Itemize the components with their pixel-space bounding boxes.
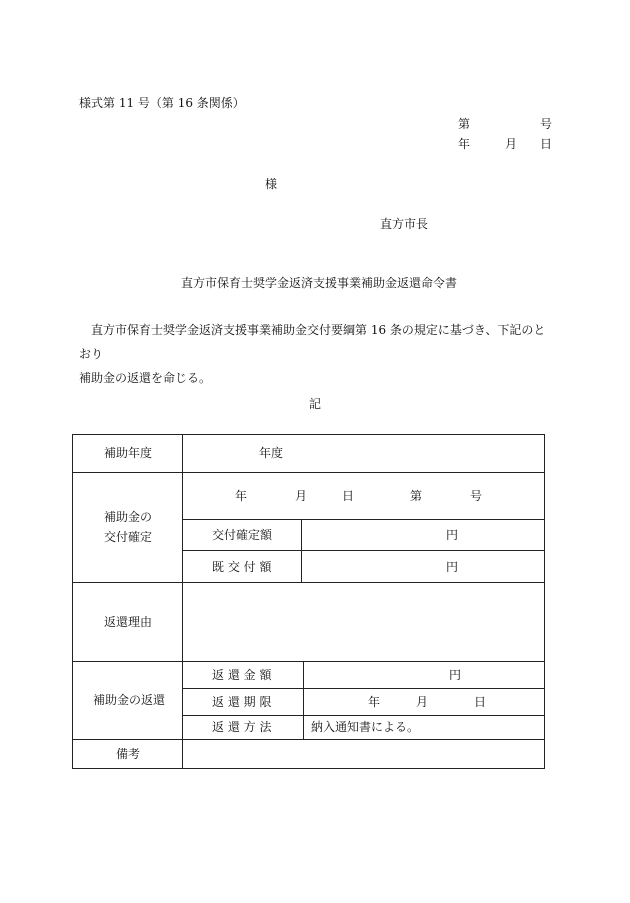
table-rule (182, 715, 545, 716)
issuer-name: 直方市長 (380, 217, 429, 231)
deadline-year: 年 (368, 695, 381, 709)
return-method-value: 納入通知書による。 (311, 720, 420, 734)
body-line-1: 直方市保育士奨学金返済支援事業補助金交付要綱第 16 条の規定に基づき、下記のとおり (79, 323, 546, 361)
date-month: 月 (505, 137, 518, 151)
date-year: 年 (458, 137, 471, 151)
return-deadline-label: 返 還 期 限 (212, 695, 272, 709)
confirmed-amount-label: 交付確定額 (212, 528, 273, 542)
table-rule (72, 739, 545, 740)
confirm-year: 年 (235, 489, 248, 503)
paid-amount-unit: 円 (446, 560, 459, 574)
table-rule (72, 472, 545, 473)
table-border-left (72, 434, 73, 769)
body-line-2: 補助金の返還を命じる。 (79, 371, 212, 385)
return-label: 補助金の返還 (93, 693, 166, 707)
deadline-day: 日 (474, 695, 487, 709)
table-subdivider (303, 661, 304, 740)
remarks-label: 備考 (116, 747, 141, 761)
paid-amount-label: 既 交 付 額 (212, 560, 272, 574)
date-day: 日 (540, 137, 553, 151)
return-method-label: 返 還 方 法 (212, 720, 272, 734)
doc-no-suffix: 号 (540, 117, 553, 131)
confirm-label-line2: 交付確定 (104, 530, 153, 544)
table-border-bottom (72, 768, 545, 769)
return-amount-label: 返 還 金 額 (212, 668, 272, 682)
table-subdivider (301, 519, 302, 583)
table-rule (72, 582, 545, 583)
confirm-no-prefix: 第 (410, 489, 423, 503)
table-border-top (72, 434, 545, 435)
confirm-no-suffix: 号 (470, 489, 483, 503)
ki-heading: 記 (309, 397, 322, 411)
doc-no-prefix: 第 (458, 117, 471, 131)
table-rule (182, 519, 545, 520)
table-rule (182, 550, 545, 551)
table-rule (72, 661, 545, 662)
year-label: 補助年度 (104, 446, 153, 460)
return-amount-unit: 円 (449, 668, 462, 682)
deadline-month: 月 (416, 695, 429, 709)
table-border-right (544, 434, 545, 769)
document-title: 直方市保育士奨学金返済支援事業補助金返還命令書 (181, 276, 458, 290)
addressee-honorific: 様 (265, 177, 278, 191)
body-paragraph (79, 318, 551, 390)
table-rule (182, 688, 545, 689)
year-unit: 年度 (259, 446, 284, 460)
confirm-month: 月 (295, 489, 308, 503)
form-number: 様式第 11 号（第 16 条関係） (79, 96, 245, 110)
confirmed-amount-unit: 円 (446, 528, 459, 542)
confirm-label-line1: 補助金の (104, 510, 153, 524)
reason-label: 返還理由 (104, 615, 153, 629)
table-label-divider (182, 434, 183, 769)
confirm-day: 日 (342, 489, 355, 503)
